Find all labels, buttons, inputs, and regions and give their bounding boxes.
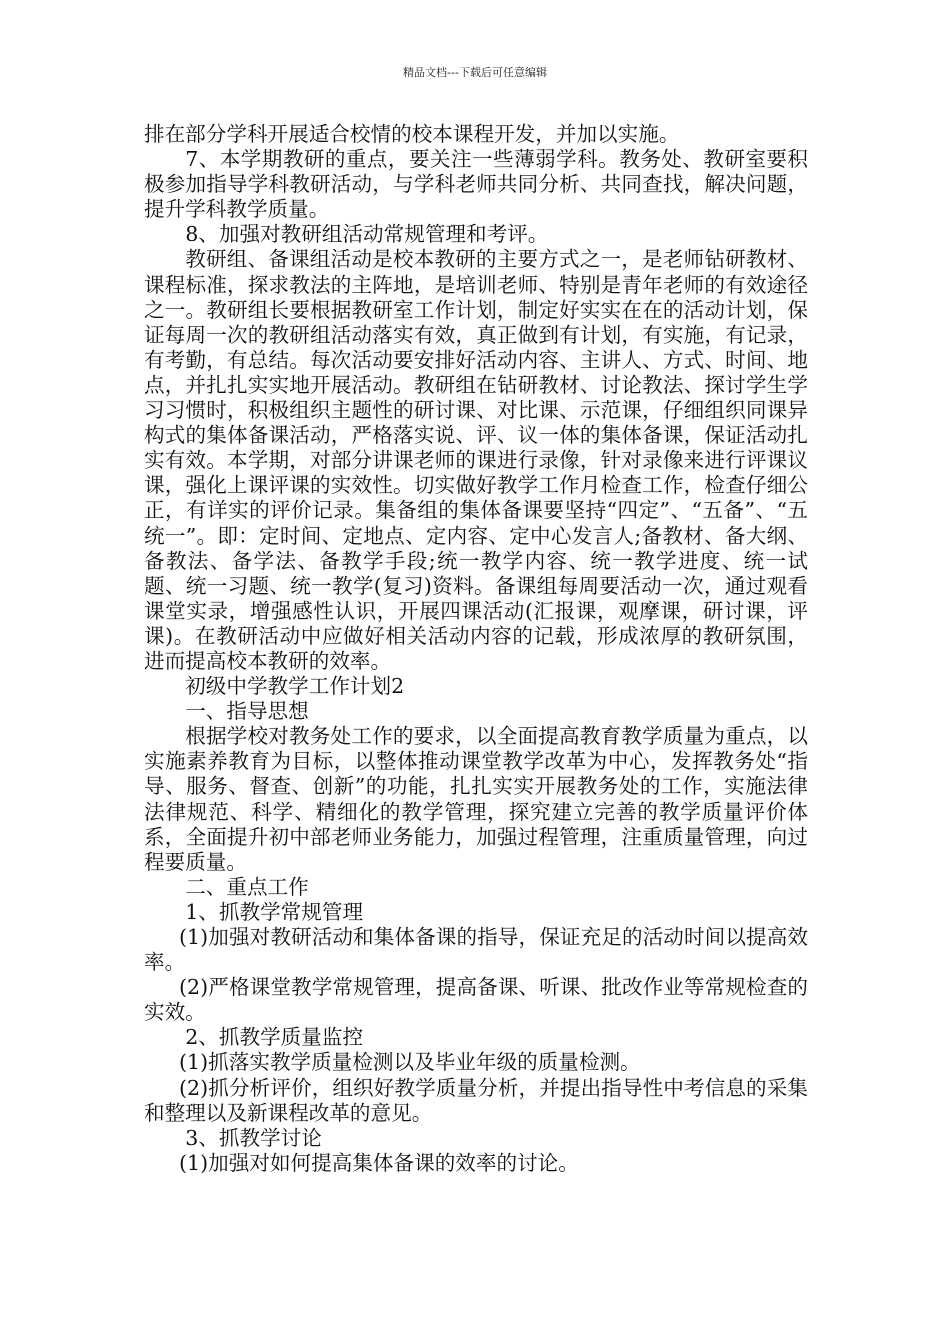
subheading-quality-monitoring: 2、抓教学质量监控 xyxy=(185,1025,364,1050)
list-item-3-1: (1)加强对如何提高集体备课的效率的讨论。 xyxy=(179,1150,579,1175)
paragraph-continuation: 排在部分学科开展适合校情的校本课程开发，并加以实施。 xyxy=(144,122,680,146)
subheading-routine-management: 1、抓教学常规管理 xyxy=(185,899,364,924)
list-item-2-2: (2)抓分析评价，组织好教学质量分析，并提出指导性中考信息的采集和整理以及新课程改革的意见。 xyxy=(144,1075,808,1125)
section-title-plan-2: 初级中学教学工作计划2 xyxy=(185,674,405,699)
paragraph-guiding-thought: 根据学校对教务处工作的要求，以全面提高教育教学质量为重点，以实施素养教育为目标，以整体推动课堂教学改革为中心，发挥教务处“指导、服务、督查、创新”的功能，扎扎实实开展教务处的工作，实施法律法律规范、科学、精细化的教学管理，探究建立完善的教学质量评价体系，全面提升初中部老师业务能力，加强过程管理，注重质量管理，向过程要质量。 xyxy=(144,724,808,874)
subheading-teaching-discussion: 3、抓教学讨论 xyxy=(185,1125,322,1150)
paragraph-item-8: 8、加强对教研组活动常规管理和考评。 xyxy=(185,222,549,247)
heading-guiding-thought: 一、指导思想 xyxy=(185,699,309,724)
document-body xyxy=(144,122,808,1176)
list-item-1-1: (1)加强对教研活动和集体备课的指导，保证充足的活动时间以提高效率。 xyxy=(144,925,808,975)
page-header: 精品文档---下载后可任意编辑 xyxy=(403,66,547,79)
list-item-2-1: (1)抓落实教学质量检测以及毕业年级的质量检测。 xyxy=(179,1050,641,1075)
paragraph-research-groups: 教研组、备课组活动是校本教研的主要方式之一，是老师钻研教材、课程标准，探求教法的主阵地，是培训老师、特别是青年老师的有效途径之一。教研组长要根据教研室工作计划，制定好实实在在的活动计划，保证每周一次的教研组活动落实有效，真正做到有计划，有实施，有记录，有考勤，有总结。每次活动要安排好活动内容、主讲人、方式、时间、地点，并扎扎实实地开展活动。教研组在钻研教材、讨论教法、探讨学生学习习惯时，积极组织主题性的研讨课、对比课、示范课，仔细组织同课异构式的集体备课活动，严格落实说、评、议一体的集体备课，保证活动扎实有效。本学期，对部分讲课老师的课进行录像，针对录像来进行评课议课，强化上课评课的实效性。切实做好教学工作月检查工作，检查仔细公正，有详实的评价记录。集备组的集体备课要坚持“四定”、“五备”、“五统一”。即：定时间、定地点、定内容、定中心发言人;备教材、备大纲、备教法、备学法、备教学手段;统一教学内容、统一教学进度、统一试题、统一习题、统一教学(复习)资料。备课组每周要活动一次，通过观看课堂实录，增强感性认识，开展四课活动(汇报课，观摩课，研讨课，评课)。在教研活动中应做好相关活动内容的记载，形成浓厚的教研氛围，进而提高校本教研的效率。 xyxy=(144,247,808,673)
paragraph-item-7: 7、本学期教研的重点，要关注一些薄弱学科。教务处、教研室要积极参加指导学科教研活动，与学科老师共同分析、共同查找，解决问题，提升学科教学质量。 xyxy=(144,147,808,222)
heading-key-work: 二、重点工作 xyxy=(185,874,309,899)
list-item-1-2: (2)严格课堂教学常规管理，提高备课、听课、批改作业等常规检查的实效。 xyxy=(144,975,808,1025)
